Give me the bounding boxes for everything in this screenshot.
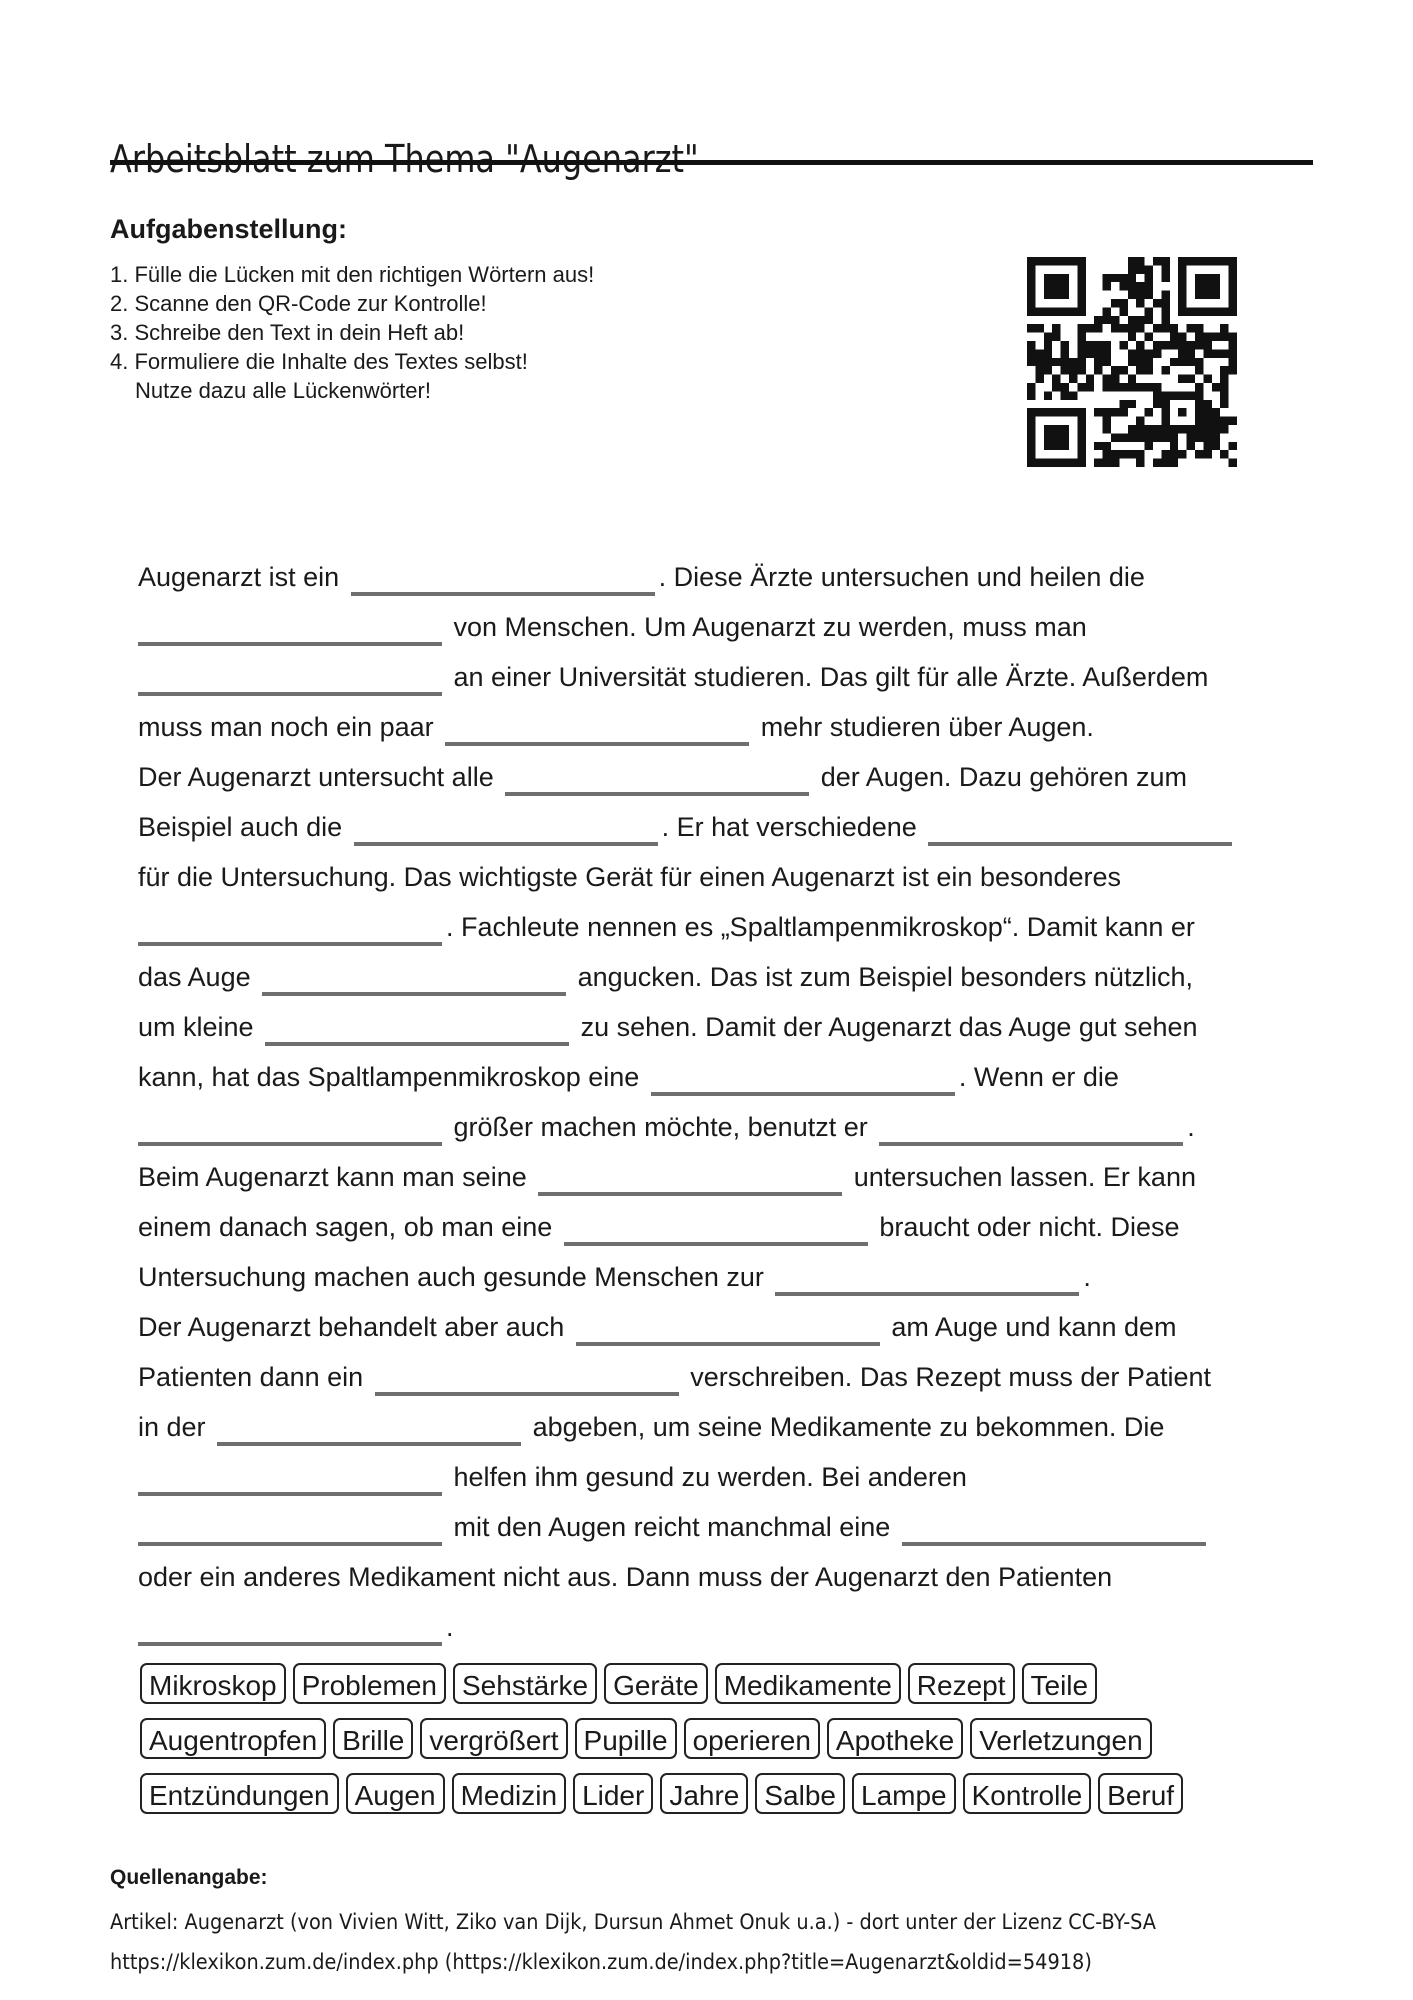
text-segment: . Fachleute nennen es „Spaltlampenmikroskop“. Damit kann er [446, 912, 1195, 942]
gap-blank[interactable] [138, 1108, 442, 1146]
text-segment: Patienten dann ein [138, 1362, 364, 1392]
word-chip[interactable]: Geräte [604, 1663, 708, 1704]
gap-blank[interactable] [138, 658, 442, 696]
text-line [138, 1452, 1278, 1502]
source-heading: Quellenangabe: [110, 1866, 268, 1889]
word-chip[interactable]: Beruf [1098, 1773, 1183, 1814]
gap-blank[interactable] [217, 1408, 521, 1446]
text-segment: das Auge [138, 962, 251, 992]
text-segment: mit den Augen reicht manchmal eine [453, 1512, 891, 1542]
source-citation: Artikel: Augenarzt (von Vivien Witt, Ziko van Dijk, Dursun Ahmet Onuk u.a.) - dort unter der Lizenz CC-BY-SA [110, 1910, 1157, 1934]
text-line [138, 1352, 1278, 1402]
word-chip[interactable]: Lider [573, 1773, 653, 1814]
text-line [138, 1102, 1278, 1152]
word-chip[interactable]: Verletzungen [970, 1718, 1151, 1759]
gap-blank[interactable] [354, 808, 658, 846]
word-chip[interactable]: Augentropfen [140, 1718, 326, 1759]
word-chip[interactable]: Medizin [452, 1773, 566, 1814]
gap-blank[interactable] [351, 558, 655, 596]
text-segment: einem danach sagen, ob man eine [138, 1212, 553, 1242]
text-segment: kann, hat das Spaltlampenmikroskop eine [138, 1062, 640, 1092]
word-chip[interactable]: Rezept [908, 1663, 1015, 1704]
text-segment: größer machen möchte, benutzt er [453, 1112, 868, 1142]
task-item: 3. Schreibe den Text in dein Heft ab! [110, 320, 465, 345]
text-segment: in der [138, 1412, 206, 1442]
gap-blank[interactable] [505, 758, 809, 796]
gap-blank[interactable] [375, 1358, 679, 1396]
text-segment: . Er hat verschiedene [661, 812, 917, 842]
text-segment: oder ein anderes Medikament nicht aus. Dann muss der Augenarzt den Patienten [138, 1562, 1113, 1592]
word-chip[interactable]: Apotheke [827, 1718, 963, 1759]
word-chip[interactable]: Jahre [660, 1773, 748, 1814]
gap-blank[interactable] [576, 1308, 880, 1346]
text-segment: von Menschen. Um Augenarzt zu werden, muss man [453, 612, 1087, 642]
gap-blank[interactable] [564, 1208, 868, 1246]
text-line [138, 702, 1278, 752]
text-segment: für die Untersuchung. Das wichtigste Gerät für einen Augenarzt ist ein besonderes [138, 862, 1122, 892]
text-segment: Beim Augenarzt kann man seine [138, 1162, 527, 1192]
text-line [138, 1252, 1278, 1302]
text-line [138, 1602, 1278, 1652]
text-segment: . [1187, 1112, 1195, 1142]
gap-text [138, 552, 1278, 1652]
text-segment: Untersuchung machen auch gesunde Menschen zur [138, 1262, 764, 1292]
text-line [138, 952, 1278, 1002]
task-item: 2. Scanne den QR-Code zur Kontrolle! [110, 291, 487, 316]
gap-blank[interactable] [265, 1008, 569, 1046]
text-segment: Der Augenarzt behandelt aber auch [138, 1312, 565, 1342]
task-item: 1. Fülle die Lücken mit den richtigen Wörtern aus! [110, 262, 595, 287]
word-chip[interactable]: Pupille [575, 1718, 677, 1759]
task-item: Nutze dazu alle Lückenwörter! [135, 378, 431, 403]
text-segment: braucht oder nicht. Diese [879, 1212, 1180, 1242]
word-chip[interactable]: Mikroskop [140, 1663, 286, 1704]
word-chip[interactable]: Medikamente [715, 1663, 901, 1704]
text-segment: helfen ihm gesund zu werden. Bei anderen [453, 1462, 967, 1492]
gap-blank[interactable] [651, 1058, 955, 1096]
text-segment: um kleine [138, 1012, 254, 1042]
word-chip[interactable]: Lampe [852, 1773, 956, 1814]
text-segment: Beispiel auch die [138, 812, 343, 842]
gap-blank[interactable] [879, 1108, 1183, 1146]
text-line [138, 1402, 1278, 1452]
text-segment: . [1083, 1262, 1091, 1292]
text-line [138, 1002, 1278, 1052]
word-chip[interactable]: Teile [1022, 1663, 1098, 1704]
gap-blank[interactable] [775, 1258, 1079, 1296]
gap-blank[interactable] [138, 1508, 442, 1546]
gap-blank[interactable] [138, 1608, 442, 1646]
word-chip[interactable]: operieren [684, 1718, 820, 1759]
word-chip[interactable]: Entzündungen [140, 1773, 339, 1814]
text-line [138, 1202, 1278, 1252]
word-chip[interactable]: Problemen [293, 1663, 446, 1704]
text-segment: am Auge und kann dem [891, 1312, 1177, 1342]
gap-blank[interactable] [902, 1508, 1206, 1546]
text-segment: . [446, 1612, 454, 1642]
text-line [138, 1302, 1278, 1352]
gap-blank[interactable] [538, 1158, 842, 1196]
text-line [138, 852, 1278, 902]
text-line [138, 552, 1278, 602]
text-segment: an einer Universität studieren. Das gilt für alle Ärzte. Außerdem [453, 662, 1209, 692]
gap-blank[interactable] [445, 708, 749, 746]
source-url[interactable]: https://klexikon.zum.de/index.php (https://klexikon.zum.de/index.php?title=Augenarzt&oldid=54918) [110, 1950, 1092, 1974]
task-item: 4. Formuliere die Inhalte des Textes selbst! [110, 349, 528, 374]
text-segment: mehr studieren über Augen. [760, 712, 1094, 742]
text-line [138, 602, 1278, 652]
word-bank-row [140, 1718, 1300, 1773]
word-chip[interactable]: Salbe [755, 1773, 845, 1814]
text-line [138, 1552, 1278, 1602]
text-segment: angucken. Das ist zum Beispiel besonders nützlich, [577, 962, 1193, 992]
task-list [110, 260, 594, 405]
word-bank-row [140, 1663, 1300, 1718]
text-segment: muss man noch ein paar [138, 712, 434, 742]
text-segment: . Diese Ärzte untersuchen und heilen die [658, 562, 1145, 592]
text-line [138, 902, 1278, 952]
word-chip[interactable]: Augen [346, 1773, 445, 1814]
word-bank-row [140, 1773, 1300, 1828]
text-segment: abgeben, um seine Medikamente zu bekommen. Die [532, 1412, 1165, 1442]
gap-blank[interactable] [928, 808, 1232, 846]
text-line [138, 1152, 1278, 1202]
title-divider [110, 160, 1313, 165]
gap-blank[interactable] [138, 908, 442, 946]
text-segment: untersuchen lassen. Er kann [853, 1162, 1196, 1192]
word-chip[interactable]: vergrößert [420, 1718, 567, 1759]
text-line [138, 802, 1278, 852]
text-line [138, 1502, 1278, 1552]
word-chip[interactable]: Sehstärke [453, 1663, 597, 1704]
word-chip[interactable]: Kontrolle [963, 1773, 1092, 1814]
gap-blank[interactable] [138, 1458, 442, 1496]
text-segment: der Augen. Dazu gehören zum [820, 762, 1187, 792]
text-segment: zu sehen. Damit der Augenarzt das Auge gut sehen [580, 1012, 1198, 1042]
qr-code-icon [1027, 257, 1237, 467]
text-line [138, 1052, 1278, 1102]
word-chip[interactable]: Brille [333, 1718, 413, 1759]
text-line [138, 752, 1278, 802]
text-segment: verschreiben. Das Rezept muss der Patient [690, 1362, 1211, 1392]
text-segment: . Wenn er die [958, 1062, 1119, 1092]
text-segment: Der Augenarzt untersucht alle [138, 762, 494, 792]
word-bank [140, 1663, 1300, 1828]
gap-blank[interactable] [138, 608, 442, 646]
text-line [138, 652, 1278, 702]
gap-blank[interactable] [262, 958, 566, 996]
task-heading: Aufgabenstellung: [110, 214, 347, 244]
text-segment: Augenarzt ist ein [138, 562, 340, 592]
